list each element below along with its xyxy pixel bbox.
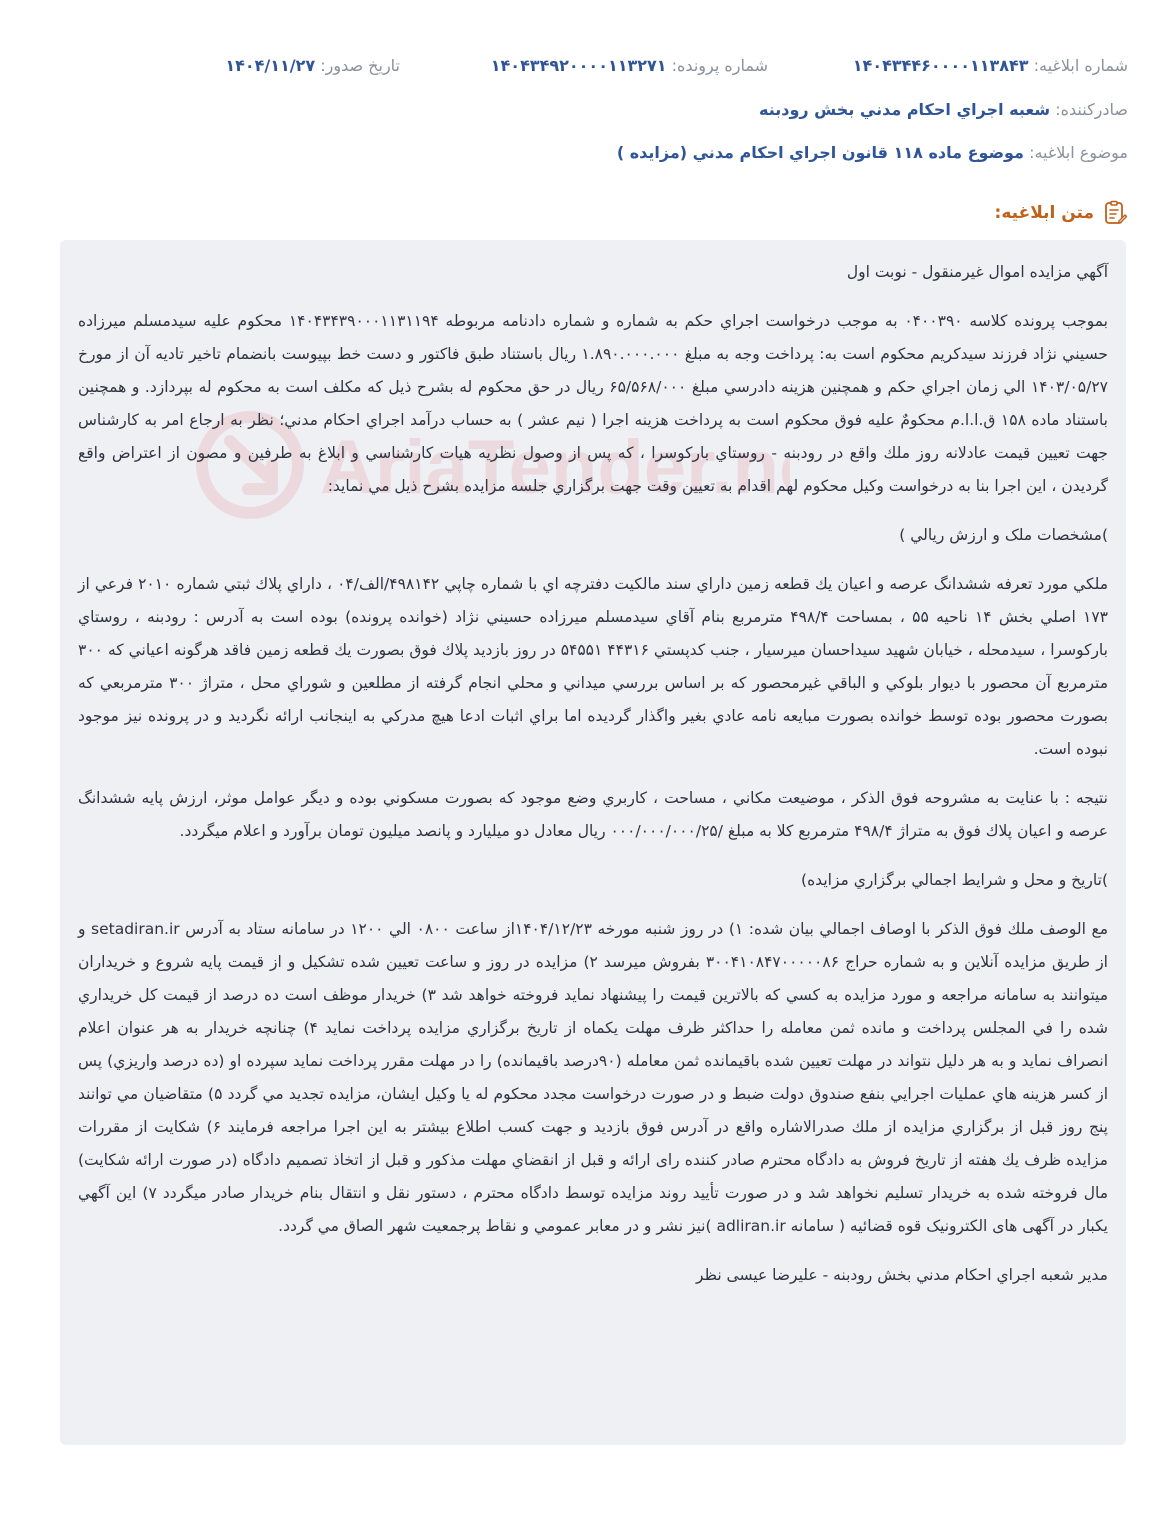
issue-date-value: ۱۴۰۴/۱۱/۲۷ (225, 56, 316, 75)
watermark-text: AriaTender.n (320, 425, 779, 510)
paragraph-auction: مع الوصف ملك فوق الذكر با اوصاف اجمالي بيان شده: ۱) در روز شنبه مورخه ۱۴۰۴/۱۲/۲۳از ساعت ۰۸۰۰ الي ۱۲۰۰ در سامانه ستاد به آدرس setadiran.ir و از طريق مزايده آنلاين و به شماره حراج ۳۰۰۴۱۰۸۴۷۰۰۰۰۰۸۶ بفروش ميرسد ۲) مزايده در روز و ساعت تعيين شده تشكيل و از قيمت پايه شروع و خريداران ميتوانند به سامانه مراجعه و مورد مزايده به كسي كه بالاترين قيمت را پيشنهاد نمايد فروخته خواهد شد ۳) خريدار موظف است ده درصد از قيمت كل خريداري شده را في المجلس پرداخت و مانده ثمن معامله را حداكثر ظرف مهلت يكماه از تاريخ برگزاري مزايده پرداخت نمايد ۴) چنانچه خريدار به هر عنوان اعلام انصراف نمايد و به هر دليل نتواند در مهلت تعيين شده باقيمانده ثمن معامله (۹۰درصد باقيمانده) را در مهلت مقرر پرداخت نمايد سپرده او (ده درصد واريزي) پس از كسر هزينه هاي عمليات اجرايي بنفع صندوق دولت ضبط و در صورت درخواست مجدد محكوم له يا وكيل ايشان، مزايده تجديد مي گردد ۵) متقاضيان مي توانند پنج روز قبل از برگزاري مزايده از ملك صدرالاشاره واقع در آدرس فوق بازديد و جهت كسب اطلاع بيشتر به اين اجرا مراجعه فرمايند ۶) شكايت از مقررات مزايده ظرف يك هفته از تاريخ فروش به دادگاه محترم صادر كننده رای ارائه و قبل از انقضاي مهلت مذكور و قبل از اتخاذ تصميم دادگاه (در صورت ارائه شكايت) مال فروخته شده به خريدار تسليم نخواهد شد و در صورت تأييد روند مزايده توسط دادگاه محترم ، دستور نقل و انتقال بنام خريدار صادر ميگردد ۷) اين آگهي يكبار در آگهی های الكترونيک قوه قضائيه ( سامانه adliran.ir )نيز نشر و در معابر عمومي و نقاط پرجمعيت شهر الصاق مي گردد. (78, 920, 1109, 1235)
subject-value: موضوع ماده ۱۱۸ قانون اجراي احكام مدني (مزايده ) (616, 143, 1024, 162)
paragraph-case: بموجب پرونده کلاسه ۰۴۰۰۳۹۰ به موجب درخواست اجراي حکم به شماره و شماره دادنامه مربوطه ۱۴۰۴۳۴۳۹۰۰۰۱۱۳۱۱۹۴ محكوم عليه سيدمسلم ميرزاده حسيني نژاد فرزند سيدكريم محكوم است به: پرداخت وجه به مبلغ ۱.۸۹۰.۰۰۰.۰۰۰ ريال باستناد طبق فاكتور و دست خط بپيوست بانضمام تاخير تاديه آن از مورخ ۱۴۰۳/۰۵/۲۷ الي زمان اجراي حكم و همچنين هزينه دادرسي مبلغ ۶۵/۵۶۸/۰۰۰ ريال در حق محكوم له بشرح ذيل كه مكلف است به محكوم له بپردازد. و همچنين باستناد ماده ۱۵۸ ق.ا.ا.م محكومٌ عليه فوق محكوم است به پرداخت هزينه اجرا ( نيم عشر ) به حساب درآمد اجراي احكام مدني؛ نظر به ارجاع امر به كارشناس جهت تعيين قيمت عادلانه روز ملك واقع در رودبنه - روستاي باركوسرا ، كه پس از وصول نظريه هيات كارشناسي و ابلاغ به طرفين و مصون از اعتراض واقع گرديدن ، اين اجرا بنا به درخواست وكيل محكوم لهم اقدام به تعيين وقت جهت برگزاري جلسه مزايده بشرح ذيل مي نمايد: (78, 312, 1108, 495)
auction-heading: )تاريخ و محل و شرايط اجمالي برگزاري مزايده) (801, 871, 1108, 889)
paragraph-property: ملكي مورد تعرفه ششدانگ عرصه و اعيان يك قطعه زمين داراي سند مالكيت دفترچه اي با شماره چاپي ۴۹۸۱۴۲/الف/۰۴ ، داراي پلاك ثبتي شماره ۲۰۱۰ فرعي از ۱۷۳ اصلي بخش ۱۴ ناحيه ۵۵ ، بمساحت ۴۹۸/۴ مترمربع بنام آقاي سيدمسلم ميرزاده حسيني نژاد (خوانده پرونده) بوده است به آدرس : رودبنه ، روستاي باركوسرا ، سيدمحله ، خيابان شهيد سيداحسان ميرسيار ، جنب كدپستي ۴۴۳۱۶ ۵۴۵۵۱ در روز بازديد پلاك فوق بصورت يك قطعه زمين فاقد هرگونه اعياني كه ۳۰۰ مترمربع آن محصور با ديوار بلوكي و الباقي غيرمحصور كه بر اساس بررسي ميداني و محلي انجام گرفته از مطلعين و شوراي محل ، متراژ ۳۰۰ مترمربعي كه بصورت محصور بوده توسط خوانده بصورت مبايعه نامه عادي بغير واگذار گرديده اما براي اثبات ادعا هيچ مدركي به اينجانب ارائه نگرديد و در پرونده نيز موجود نبوده است. (78, 575, 1109, 758)
issuer-line (759, 100, 1128, 119)
case-number-value: ۱۴۰۴۳۴۹۲۰۰۰۰۱۱۳۲۷۱ (490, 56, 667, 75)
issue-date-label: تاريخ صدور: (320, 56, 400, 75)
subject-label: موضوع ابلاغيه: (1029, 143, 1128, 162)
notice-heading: آگهي مزايده اموال غيرمنقول - نوبت اول (846, 263, 1108, 281)
subject-line (617, 143, 1128, 162)
section-title (995, 200, 1128, 226)
document-icon (1102, 200, 1128, 226)
meta-row (40, 56, 1128, 82)
issuer-value: شعبه اجراي احكام مدني بخش رودبنه (759, 100, 1051, 119)
section-title-text: متن ابلاغیه: (994, 203, 1094, 223)
paragraph-result: نتيجه : با عنايت به مشروحه فوق الذكر ، موضيعت مكاني ، مساحت ، كاربري وضع موجود كه بصورت مسكوني بوده و ديگر عوامل موثر، ارزش پايه ششدانگ عرصه و اعيان پلاك فوق به متراژ ۴۹۸/۴ مترمربع كلا به مبلغ /۰۰۰/۰۰۰/۰۰۰/۲۵ ريال معادل دو ميليارد و پانصد ميليون تومان برآورد و اعلام ميگردد. (78, 789, 1108, 840)
notice-number (853, 56, 1128, 75)
notice-body (60, 240, 1126, 1445)
case-number (491, 56, 768, 75)
notice-number-value: ۱۴۰۴۳۴۴۶۰۰۰۰۱۱۳۸۴۳ (852, 56, 1029, 75)
issuer-label: صادرکننده: (1055, 100, 1128, 119)
signature: مدير شعبه اجراي احكام مدني بخش رودبنه - عليرضا عيسى نظر (696, 1266, 1108, 1284)
case-number-label: شماره پرونده: (671, 56, 768, 75)
property-heading: )مشخصات ملک و ارزش ريالي ) (899, 526, 1108, 544)
issue-date (225, 56, 400, 75)
notice-number-label: شماره ابلاغيه: (1033, 56, 1128, 75)
